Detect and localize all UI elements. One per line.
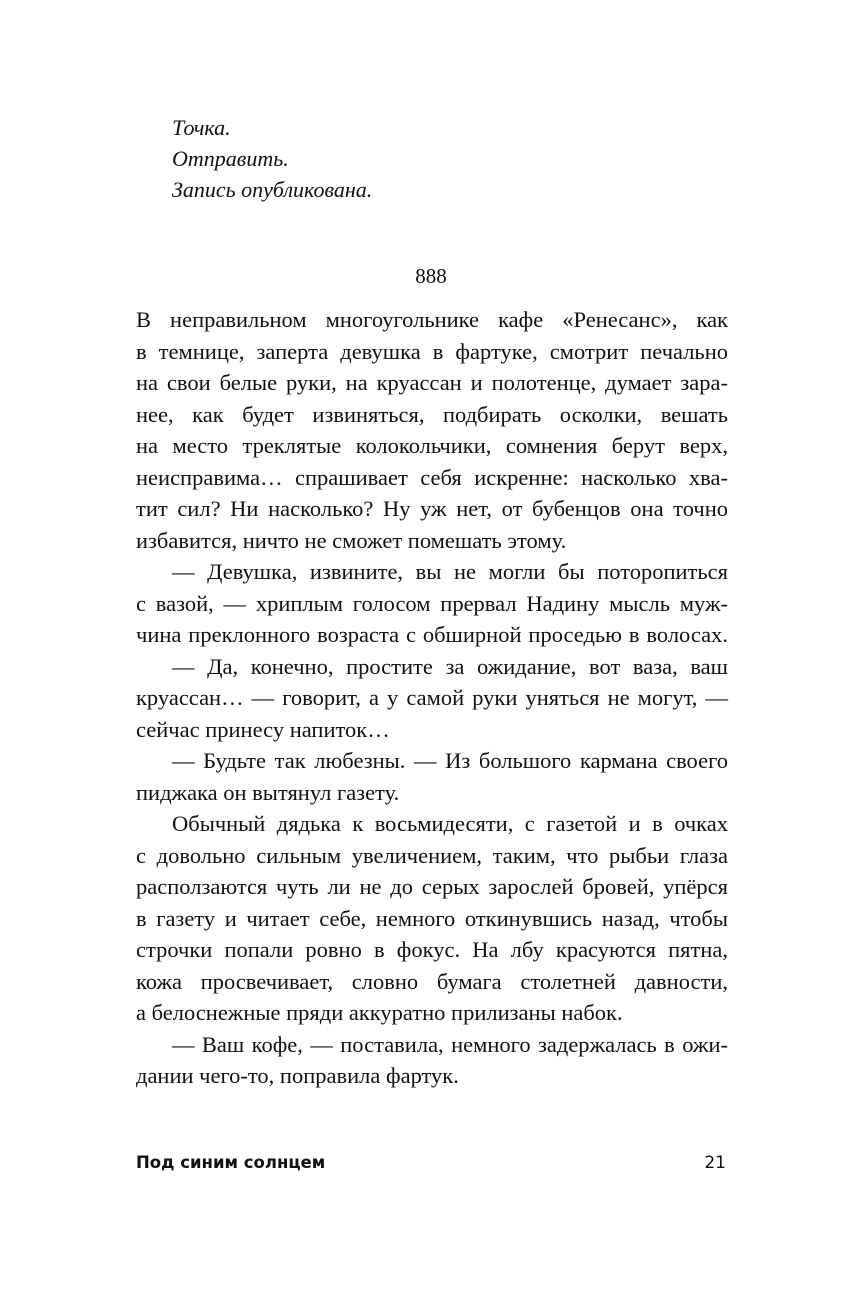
text-line: — Девушка, извините, вы не могли бы поторопиться (172, 559, 728, 584)
italic-line: Запись опубликована. (172, 177, 373, 202)
text-line: избавится, ничто не сможет помешать этому. (136, 527, 567, 553)
text-line: — Будьте так любезны. — Из большого кармана своего (172, 748, 728, 773)
text-line: на свои белые руки, на круассан и полотенце, думает зара- (136, 370, 728, 395)
text-line: в темнице, заперта девушка в фартуке, смотрит печально (136, 338, 728, 364)
italic-line: Точка. (172, 115, 231, 140)
page-number: 21 (704, 1153, 726, 1173)
text-line: круассан… — говорит, а у самой руки уняться не могут, — (136, 685, 728, 710)
text-line: кожа просвечивает, словно бумага столетней давности, (136, 968, 728, 994)
italic-excerpt (172, 112, 732, 205)
text-line: на место треклятые колокольчики, сомнения берут верх, (136, 433, 728, 458)
text-line: чина преклонного возраста с обширной проседью в волосах. (136, 622, 728, 647)
text-line: — Да, конечно, простите за ожидание, вот ваза, ваш (172, 653, 728, 679)
text-line: тит сил? Ни насколько? Ну уж нет, от бубенцов она точно (136, 496, 728, 521)
text-line: Обычный дядька к восьмидесяти, с газетой и в очках (172, 811, 728, 836)
text-line: пиджака он вытянул газету. (136, 779, 400, 805)
text-line: строчки попали ровно в фокус. На лбу красуются пятна, (136, 937, 728, 962)
text-line: расползаются чуть ли не до серых зарослей бровей, упёрся (136, 874, 728, 899)
section-separator: 888 (415, 264, 447, 288)
body-text (136, 304, 728, 1092)
text-line: нее, как будет извиняться, подбирать осколки, вешать (136, 401, 728, 427)
text-line: с довольно сильным увеличением, таким, что рыбьи глаза (136, 842, 728, 868)
text-line: сейчас принесу напиток… (136, 716, 390, 742)
text-line: неисправима… спрашивает себя искренне: насколько хва- (136, 464, 728, 490)
text-line: В неправильном многоугольнике кафе «Ренесанс», как (136, 307, 728, 332)
italic-line: Отправить. (172, 146, 289, 171)
text-line: — Ваш кофе, — поставила, немного задержалась в ожи- (172, 1031, 728, 1057)
text-line: дании чего-то, поправила фартук. (136, 1063, 459, 1088)
running-footer-book-title: Под синим солнцем (136, 1153, 326, 1172)
text-line: с вазой, — хриплым голосом прервал Надину мысль муж- (136, 590, 728, 616)
text-line: в газету и читает себе, немного откинувшись назад, чтобы (136, 905, 728, 931)
text-line: а белоснежные пряди аккуратно прилизаны набок. (136, 1000, 623, 1025)
